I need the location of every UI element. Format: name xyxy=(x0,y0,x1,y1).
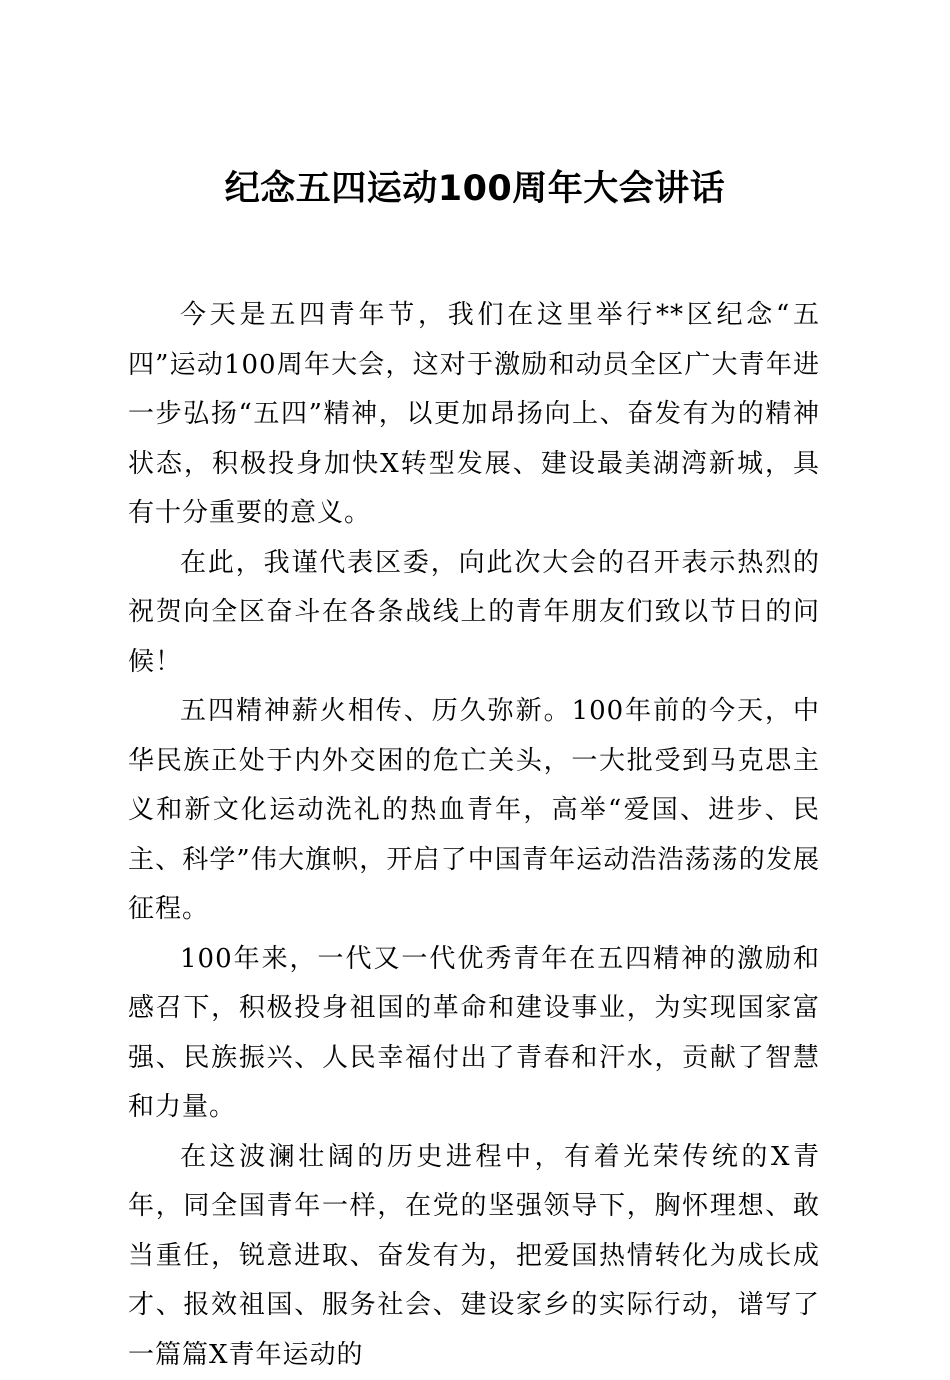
paragraph-5: 在这波澜壮阔的历史进程中，有着光荣传统的X青年，同全国青年一样，在党的坚强领导下，胸怀理想、敢当重任，锐意进取、奋发有为，把爱国热情转化为成长成才、报效祖国、服务社会、建设家乡的实际行动，谱写了一篇篇X青年运动的 xyxy=(128,1133,820,1380)
document-title: 纪念五四运动100周年大会讲话 xyxy=(0,163,950,215)
paragraph-1: 今天是五四青年节，我们在这里举行**区纪念“五四”运动100周年大会，这对于激励和动员全区广大青年进一步弘扬“五四”精神，以更加昂扬向上、奋发有为的精神状态，积极投身加快X转型发展、建设最美湖湾新城，具有十分重要的意义。 xyxy=(128,291,820,539)
document-body xyxy=(128,291,820,1380)
paragraph-3: 五四精神薪火相传、历久弥新。100年前的今天，中华民族正处于内外交困的危亡关头，一大批受到马克思主义和新文化运动洗礼的热血青年，高举“爱国、进步、民主、科学”伟大旗帜，开启了中国青年运动浩浩荡荡的发展征程。 xyxy=(128,687,820,935)
paragraph-4: 100年来，一代又一代优秀青年在五四精神的激励和感召下，积极投身祖国的革命和建设事业，为实现国家富强、民族振兴、人民幸福付出了青春和汗水，贡献了智慧和力量。 xyxy=(128,935,820,1133)
paragraph-2: 在此，我谨代表区委，向此次大会的召开表示热烈的祝贺向全区奋斗在各条战线上的青年朋友们致以节日的问候！ xyxy=(128,539,820,688)
